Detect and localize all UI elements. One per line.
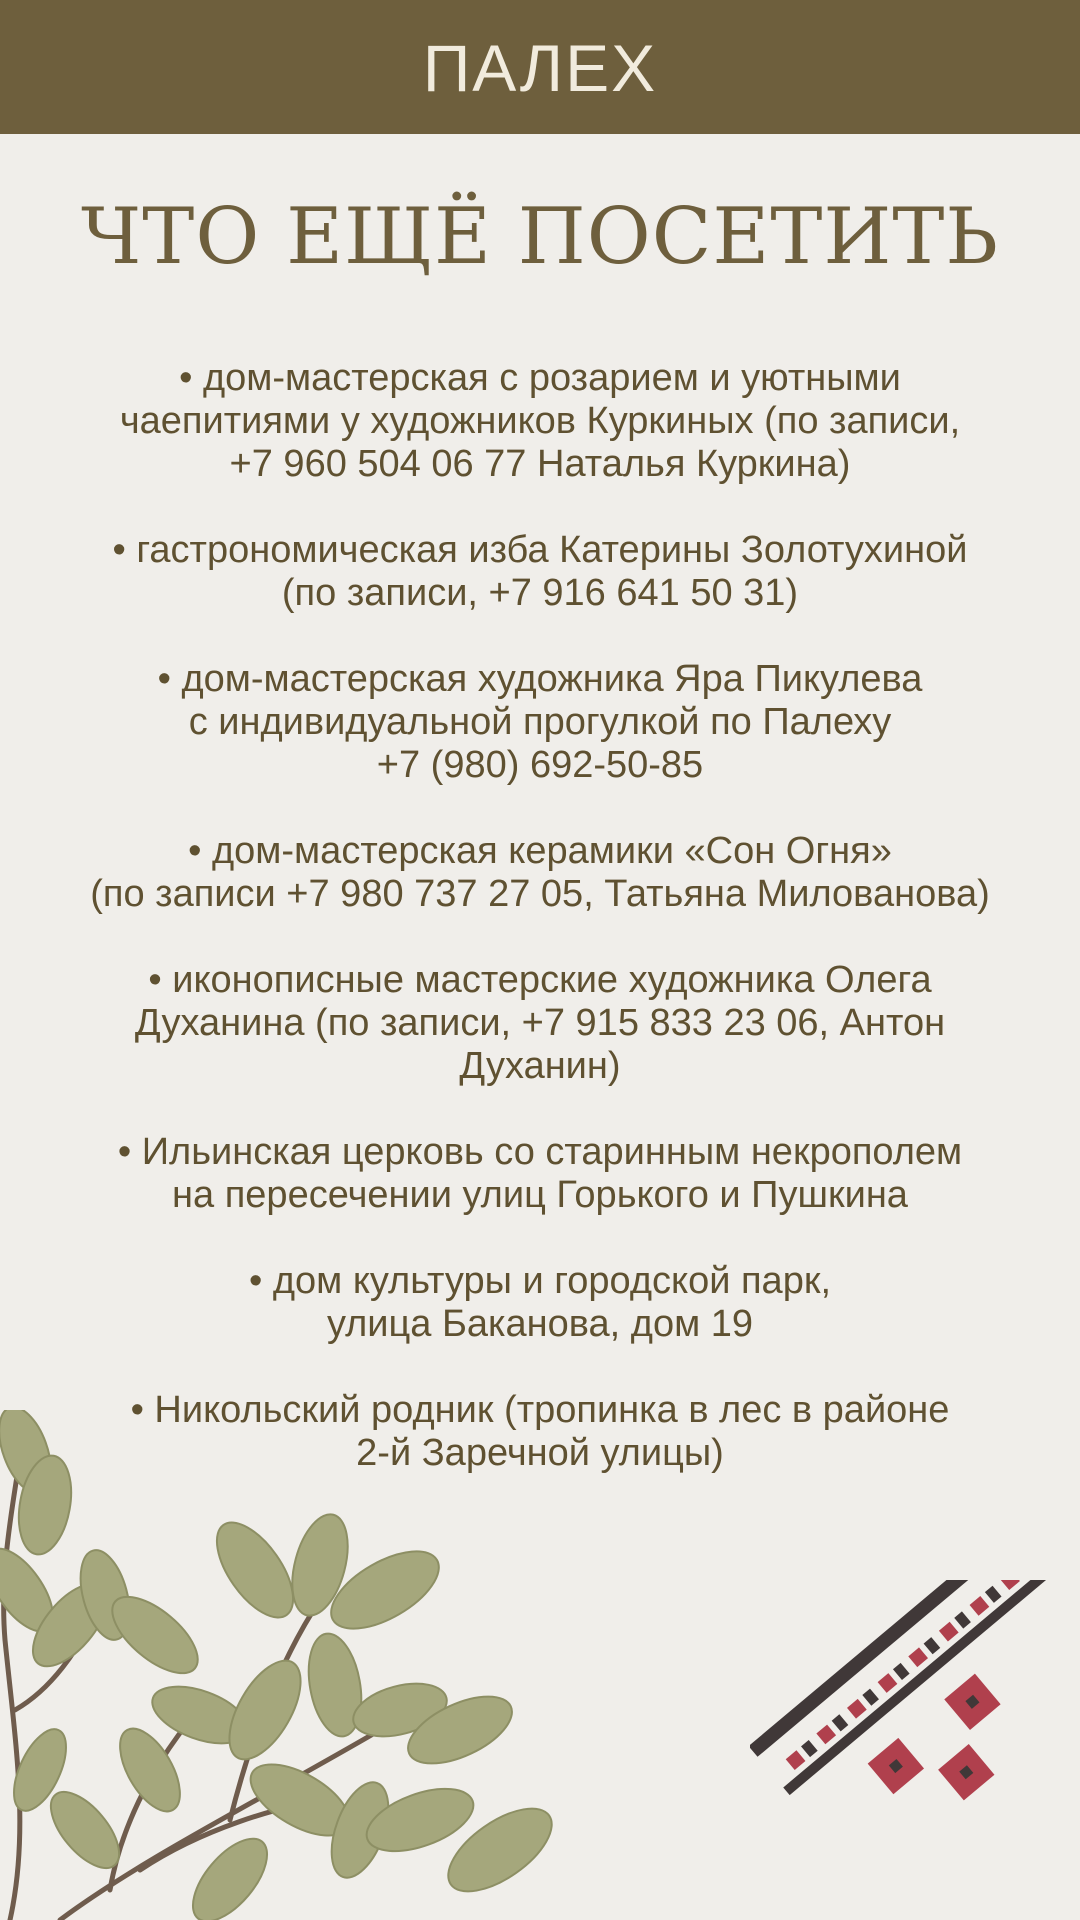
list-item-line: • Никольский родник (тропинка в лес в районе [130, 1389, 950, 1431]
list-item-line: • Ильинская церковь со старинным некрополем [117, 1131, 963, 1173]
header-bar [0, 0, 1080, 134]
list-item [40, 1260, 1040, 1346]
list-item-line: +7 (980) 692-50-85 [376, 744, 704, 786]
list-item-line: • гастрономическая изба Катерины Золотухиной [112, 529, 968, 571]
list-item-line: • дом-мастерская керамики «Сон Огня» [188, 830, 892, 872]
list-item [40, 959, 1040, 1088]
header-title: ПАЛЕХ [422, 31, 658, 105]
list-item [40, 1131, 1040, 1217]
list-item [40, 357, 1040, 486]
list-item [40, 529, 1040, 615]
list-item-line: чаепитиями у художников Куркиных (по записи, [119, 400, 961, 442]
list-item-line: (по записи, +7 916 641 50 31) [281, 572, 799, 614]
list-item-line: Духанина (по записи, +7 915 833 23 06, Антон [134, 1002, 946, 1044]
list-item-line: +7 960 504 06 77 Наталья Куркина) [229, 443, 851, 485]
list-item [40, 1389, 1040, 1475]
page-title: ЧТО ЕЩЁ ПОСЕТИТЬ [81, 192, 999, 282]
list-item-line: • дом культуры и городской парк, [248, 1260, 832, 1302]
list-item-line: (по записи +7 980 737 27 05, Татьяна Милованова) [90, 873, 990, 915]
list-item-line: с индивидуальной прогулкой по Палеху [188, 701, 892, 743]
list-item-line: • дом-мастерская с розарием и уютными [179, 357, 901, 399]
embroidery-ornament-icon [750, 1580, 1080, 1920]
list-item-line: • иконописные мастерские художника Олега [148, 959, 932, 1001]
list-item [40, 658, 1040, 787]
list-item-line: 2-й Заречной улицы) [356, 1432, 724, 1474]
list-item-line: на пересечении улиц Горького и Пушкина [172, 1174, 908, 1216]
list-item-line: • дом-мастерская художника Яра Пикулева [157, 658, 923, 700]
places-list [40, 357, 1040, 1518]
list-item [40, 830, 1040, 916]
list-item-line: Духанин) [459, 1045, 621, 1087]
list-item-line: улица Баканова, дом 19 [326, 1303, 754, 1345]
